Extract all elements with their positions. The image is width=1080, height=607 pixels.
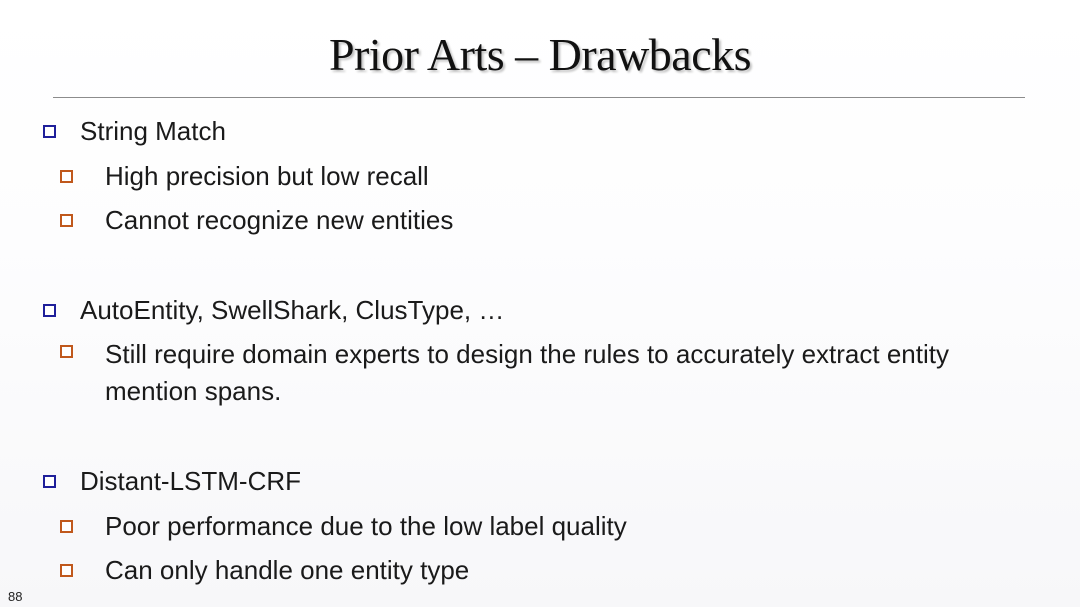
slide-title: Prior Arts – Drawbacks: [328, 29, 752, 80]
square-bullet-icon: [43, 475, 56, 488]
square-bullet-icon: [43, 304, 56, 317]
title-divider: [53, 97, 1025, 98]
page-number: 88: [8, 589, 23, 604]
square-bullet-icon: [60, 345, 73, 358]
sub-bullet-poor-performance: [60, 511, 995, 542]
sub-bullet-text: Poor performance due to the low label quality: [105, 511, 627, 541]
sub-bullet-one-entity-type: [60, 555, 995, 586]
sub-bullet-text: High precision but low recall: [105, 161, 429, 191]
square-bullet-icon: [60, 520, 73, 533]
bullet-distant-lstm-crf: [43, 466, 301, 497]
sub-bullet-precision: [60, 161, 995, 192]
square-bullet-icon: [60, 170, 73, 183]
sub-bullet-text: Can only handle one entity type: [105, 555, 470, 585]
bullet-string-match: [43, 116, 226, 147]
sub-bullet-domain-experts: [60, 336, 995, 410]
sub-bullet-text: Still require domain experts to design the rules to accurately extract entity mention spans.: [105, 339, 949, 406]
bullet-text: String Match: [80, 116, 226, 146]
square-bullet-icon: [60, 564, 73, 577]
sub-bullet-text: Cannot recognize new entities: [105, 205, 454, 235]
bullet-text: AutoEntity, SwellShark, ClusType, …: [80, 295, 505, 325]
bullet-autoentity: [43, 295, 504, 326]
square-bullet-icon: [60, 214, 73, 227]
sub-bullet-new-entities: [60, 205, 995, 236]
bullet-text: Distant-LSTM-CRF: [80, 466, 302, 496]
square-bullet-icon: [43, 125, 56, 138]
